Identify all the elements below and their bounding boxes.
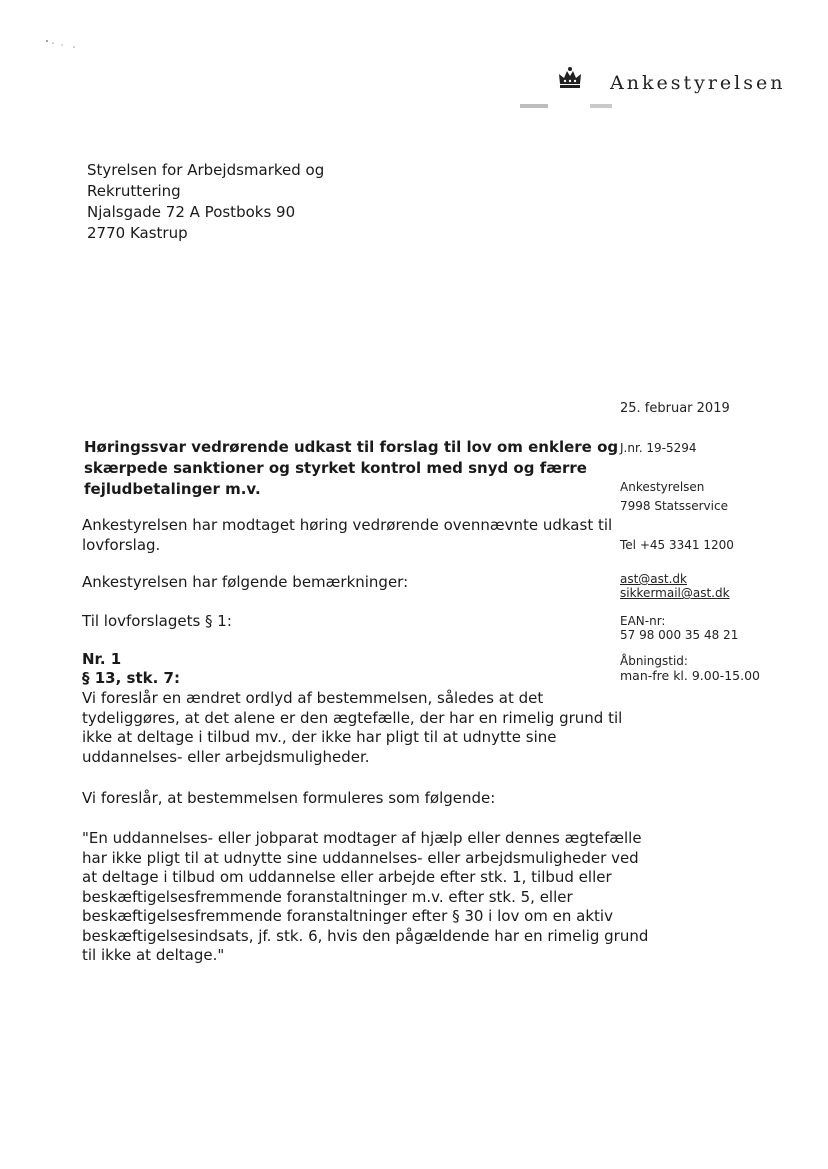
ean-label: EAN-nr: xyxy=(620,614,666,628)
quote-line: "En uddannelses- eller jobparat modtager af hjælp eller dennes ægtefælle xyxy=(82,829,642,847)
scan-specks xyxy=(44,38,78,50)
opening-hours: man-fre kl. 9.00-15.00 xyxy=(620,668,760,683)
subject-line: Høringssvar vedrørende udkast til forslag til lov om enklere og xyxy=(84,438,619,456)
sender-name: Ankestyrelsen xyxy=(620,480,705,494)
quote-line: beskæftigelsesfremmende foranstaltninger efter § 30 i lov om en aktiv xyxy=(82,907,613,925)
crown-icon xyxy=(556,66,584,92)
organization-logo-text: Ankestyrelsen xyxy=(610,72,786,94)
address-line: 2770 Kastrup xyxy=(87,224,188,242)
subject-line: fejludbetalinger m.v. xyxy=(84,480,261,498)
quote-line: beskæftigelsesfremmende foranstaltninger m.v. efter stk. 5, eller xyxy=(82,887,573,906)
quote-line: til ikke at deltage." xyxy=(82,946,225,964)
address-line: Njalsgade 72 A Postboks 90 xyxy=(87,203,296,221)
quote-line: beskæftigelsesindsats, jf. stk. 6, hvis den pågældende har en rimelig grund xyxy=(82,926,649,945)
journal-number: J.nr. 19-5294 xyxy=(620,441,697,455)
proposed-wording-quote xyxy=(82,829,649,966)
paragraph-line: Ankestyrelsen har modtaget høring vedrørende ovennævnte udkast til xyxy=(82,516,613,534)
sender-unit: 7998 Statsservice xyxy=(620,499,728,513)
item-paragraph-heading: § 13, stk. 7: xyxy=(82,669,180,687)
quote-line: at deltage i tilbud om uddannelse eller arbejde efter stk. 1, tilbud eller xyxy=(82,868,612,886)
paragraph-line: lovforslag. xyxy=(82,535,161,554)
paragraph-line: tydeliggøres, at det alene er den ægtefælle, der har en rimelig grund til xyxy=(82,708,623,727)
opening-hours-label: Åbningstid: xyxy=(620,654,688,668)
address-line: Styrelsen for Arbejdsmarked og xyxy=(87,161,325,179)
remarks-intro: Ankestyrelsen har følgende bemærkninger: xyxy=(82,573,409,591)
quote-line: har ikke pligt til at udnytte sine uddannelses- eller arbejdsmuligheder ved xyxy=(82,848,639,867)
intro-paragraph xyxy=(82,516,613,555)
section-reference: Til lovforslagets § 1: xyxy=(82,612,232,630)
paragraph-line: Vi foreslår en ændret ordlyd af bestemmelsen, således at det xyxy=(82,689,544,707)
letterhead-divider xyxy=(520,104,548,108)
paragraph-line: ikke at deltage i tilbud mv., der ikke har pligt til at udnytte sine xyxy=(82,728,557,746)
recipient-address xyxy=(87,160,324,244)
ean-value: 57 98 000 35 48 21 xyxy=(620,628,739,642)
letterhead-divider xyxy=(590,104,612,108)
email-link[interactable]: ast@ast.dk xyxy=(620,572,688,586)
subject-line: skærpede sanktioner og styrket kontrol med snyd og færre xyxy=(84,459,587,477)
formulation-intro: Vi foreslår, at bestemmelsen formuleres som følgende: xyxy=(82,789,496,807)
secure-email-link[interactable]: sikkermail@ast.dk xyxy=(620,586,730,600)
proposal-paragraph xyxy=(82,689,623,767)
phone-number: Tel +45 3341 1200 xyxy=(620,538,734,552)
letter-subject xyxy=(84,437,619,500)
letter-date: 25. februar 2019 xyxy=(620,401,730,416)
item-number-heading: Nr. 1 xyxy=(82,650,122,668)
address-line: Rekruttering xyxy=(87,182,181,200)
paragraph-line: uddannelses- eller arbejdsmuligheder. xyxy=(82,747,370,766)
